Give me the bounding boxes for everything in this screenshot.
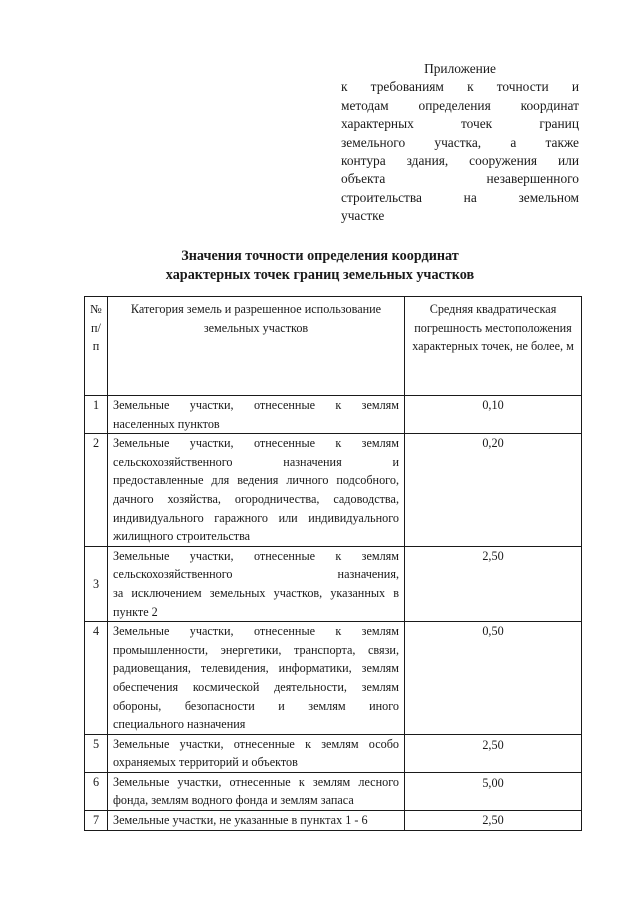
- row-category: [108, 622, 405, 735]
- category-line: Земельные участки, не указанные в пунктах 1 - 6: [113, 813, 368, 828]
- appendix-title: Приложение: [424, 61, 496, 76]
- category-line: за исключением земельных участков, указанных в: [113, 585, 399, 600]
- row-value: 0,10: [405, 396, 582, 434]
- row-category: [108, 434, 405, 547]
- appendix-line: характерных точек границ: [341, 116, 579, 132]
- category-line: пункте 2: [113, 604, 158, 619]
- row-number: 6: [85, 772, 108, 810]
- category-line: Земельные участки, отнесенные к землям: [113, 548, 399, 563]
- appendix-line: строительства на земельном: [341, 189, 579, 205]
- table-row: [85, 811, 582, 831]
- appendix-line: участке: [341, 208, 385, 224]
- category-line: Земельные участки, отнесенные к землям особо: [113, 736, 399, 751]
- category-line: радиовещания, телевидения, информатики, землям: [113, 661, 399, 676]
- category-line: сельскохозяйственного назначения,: [113, 567, 399, 582]
- row-category: [108, 772, 405, 810]
- row-value: 2,50: [405, 811, 582, 831]
- header-number: № п/п: [85, 297, 108, 396]
- appendix-line: к требованиям к точности и: [341, 79, 579, 95]
- category-line: Земельные участки, отнесенные к землям: [113, 436, 399, 451]
- category-line: обеспечения космической деятельности, землям: [113, 679, 399, 694]
- row-number: 5: [85, 734, 108, 772]
- row-number: 3: [85, 546, 108, 621]
- row-value: 2,50: [405, 546, 582, 621]
- row-category: [108, 546, 405, 621]
- table-row: [85, 396, 582, 434]
- row-category: [108, 811, 405, 831]
- category-line: дачного хозяйства, огородничества, садоводства,: [113, 491, 399, 506]
- table-row: [85, 546, 582, 621]
- document-heading: [0, 247, 640, 285]
- header-category: Категория земель и разрешенное использование земельных участков: [108, 297, 405, 396]
- table-header-row: [85, 297, 582, 396]
- category-line: жилищного строительства: [113, 529, 251, 544]
- row-number: 2: [85, 434, 108, 547]
- category-line: фонда, землям водного фонда и землям запаса: [113, 793, 354, 808]
- category-line: обороны, безопасности и землям иного: [113, 698, 399, 713]
- heading-line-1: Значения точности определения координат: [181, 248, 459, 264]
- row-value: 5,00: [405, 772, 582, 810]
- category-line: населенных пунктов: [113, 416, 220, 431]
- category-line: промышленности, энергетики, транспорта, связи,: [113, 642, 399, 657]
- table-row: [85, 772, 582, 810]
- table-row: [85, 434, 582, 547]
- category-line: индивидуального гаражного или индивидуального: [113, 510, 399, 525]
- row-category: [108, 396, 405, 434]
- heading-line-2: характерных точек границ земельных участков: [165, 267, 475, 283]
- appendix-block: [341, 60, 579, 226]
- category-line: сельскохозяйственного назначения и: [113, 454, 399, 469]
- row-number: 7: [85, 811, 108, 831]
- category-line: Земельные участки, отнесенные к землям лесного: [113, 774, 399, 789]
- category-line: специального назначения: [113, 717, 246, 732]
- row-number: 1: [85, 396, 108, 434]
- table-row: [85, 622, 582, 735]
- category-line: предоставленные для ведения личного подсобного,: [113, 473, 399, 488]
- appendix-line: земельного участка, а также: [341, 134, 579, 150]
- header-error: Средняя квадратическая погрешность местоположения характерных точек, не более, м: [405, 297, 582, 396]
- table-row: [85, 734, 582, 772]
- row-category: [108, 734, 405, 772]
- row-value: 0,50: [405, 622, 582, 735]
- appendix-line: методам определения координат: [341, 97, 579, 113]
- row-value: 2,50: [405, 734, 582, 772]
- row-number: 4: [85, 622, 108, 735]
- category-line: Земельные участки, отнесенные к землям: [113, 398, 399, 412]
- row-value: 0,20: [405, 434, 582, 547]
- accuracy-table: [84, 296, 582, 831]
- category-line: Земельные участки, отнесенные к землям: [113, 624, 399, 639]
- appendix-line: объекта незавершенного: [341, 171, 579, 187]
- category-line: охраняемых территорий и объектов: [113, 755, 298, 770]
- appendix-line: контура здания, сооружения или: [341, 153, 579, 169]
